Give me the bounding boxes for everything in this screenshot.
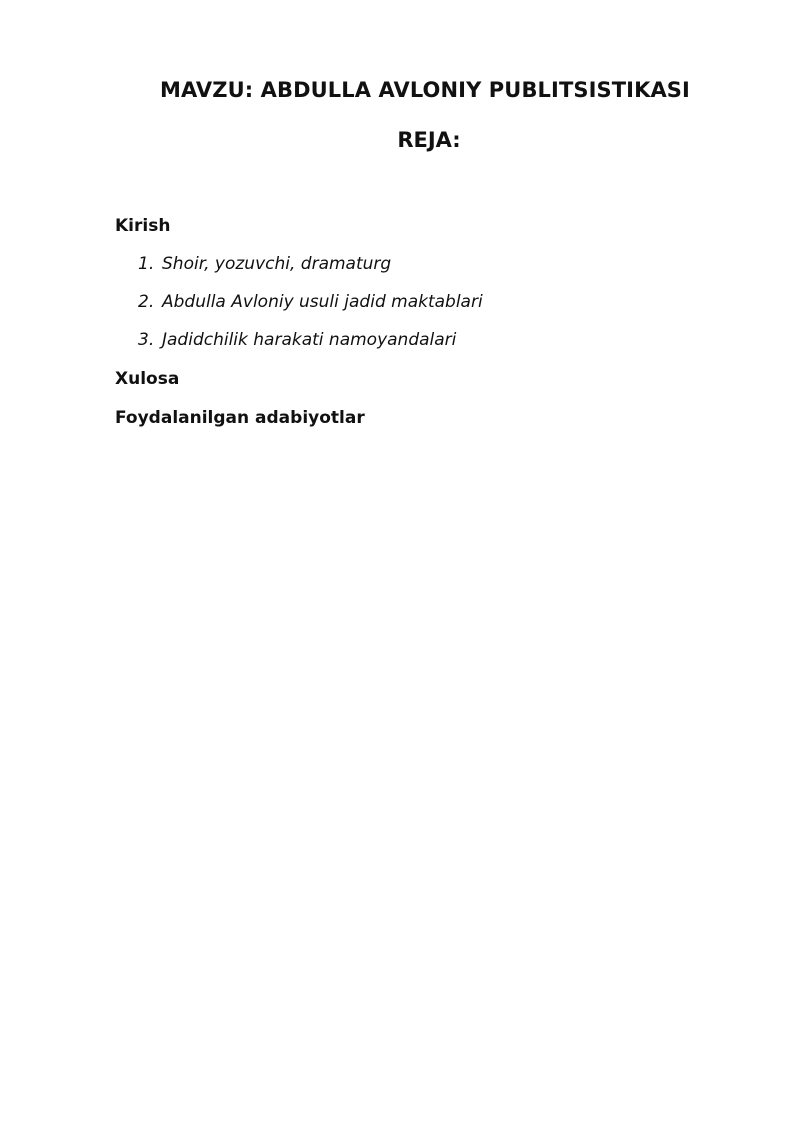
plan-item [138, 292, 483, 330]
plan-item-text: Abdulla Avloniy usuli jadid maktablari [162, 292, 483, 312]
plan-list [138, 254, 483, 368]
plan-item-number: 2. [138, 292, 155, 312]
plan-item [138, 330, 483, 368]
plan-heading: REJA: [397, 128, 461, 152]
plan-item-number: 1. [138, 254, 155, 274]
plan-item-number: 3. [138, 330, 155, 350]
document-title: MAVZU: ABDULLA AVLONIY PUBLITSISTIKASI [160, 78, 690, 102]
plan-item-text: Jadidchilik harakati namoyandalari [162, 330, 457, 350]
plan-item [138, 254, 483, 292]
intro-heading: Kirish [115, 216, 171, 236]
references-heading: Foydalanilgan adabiyotlar [115, 408, 365, 428]
conclusion-heading: Xulosa [115, 369, 180, 389]
plan-item-text: Shoir, yozuvchi, dramaturg [162, 254, 392, 274]
